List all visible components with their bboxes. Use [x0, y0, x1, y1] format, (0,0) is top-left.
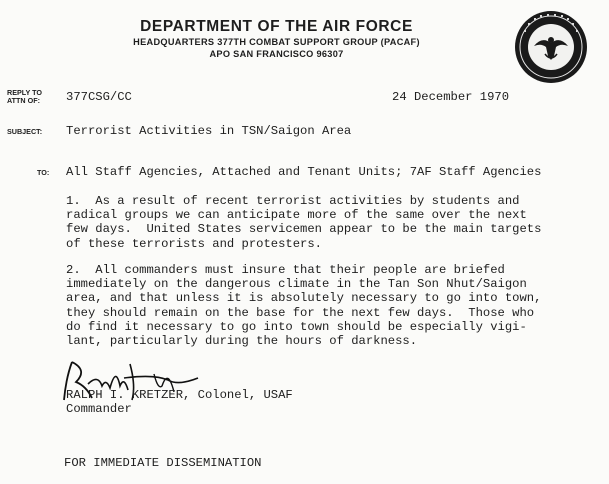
signatory-title: Commander [66, 402, 132, 416]
dissemination-note: FOR IMMEDIATE DISSEMINATION [64, 456, 262, 470]
paragraph-1-line: few days. United States servicemen appear to be the main targets [66, 222, 542, 237]
paragraph-2-line: area, and that unless it is absolutely necessary to go into town, [66, 291, 542, 306]
letterhead-department: DEPARTMENT OF THE AIR FORCE [140, 18, 413, 35]
paragraph-1-line: radical groups we can anticipate more of the same over the next [66, 208, 527, 223]
to-label: TO: [37, 168, 50, 177]
paragraph-2-line: lant, particularly during the hours of darkness. [66, 334, 418, 349]
department-of-defense-seal-icon [514, 10, 588, 84]
reply-to-label: REPLY TO [7, 88, 43, 97]
letterhead-address: APO SAN FRANCISCO 96307 [209, 49, 344, 59]
paragraph-1-line: of these terrorists and protesters. [66, 236, 322, 251]
paragraph-1 [66, 194, 541, 251]
attn-of-label: ATTN OF: [7, 96, 40, 105]
paragraph-2-line: they should remain on the base for the next few days. Those who [66, 305, 535, 320]
subject-value: Terrorist Activities in TSN/Saigon Area [66, 124, 352, 138]
letter-date: 24 December 1970 [392, 90, 510, 104]
letterhead-headquarters: HEADQUARTERS 377TH COMBAT SUPPORT GROUP (PACAF) [133, 37, 420, 47]
paragraph-1-line: 1. As a result of recent terrorist activities by students and [66, 194, 520, 208]
paragraph-2-line: do find it necessary to go into town should be especially vigi- [66, 319, 527, 334]
to-value: All Staff Agencies, Attached and Tenant Units; 7AF Staff Agencies [66, 165, 542, 179]
paragraph-2 [66, 263, 541, 348]
paragraph-2-line: immediately on the dangerous climate in the Tan Son Nhut/Saigon [66, 277, 527, 292]
reply-to-value: 377CSG/CC [66, 90, 132, 104]
paragraph-2-line: 2. All commanders must insure that their people are briefed [66, 263, 505, 277]
signatory-name: RALPH I. KRETZER, Colonel, USAF [66, 388, 293, 402]
subject-label: SUBJECT: [7, 127, 43, 136]
